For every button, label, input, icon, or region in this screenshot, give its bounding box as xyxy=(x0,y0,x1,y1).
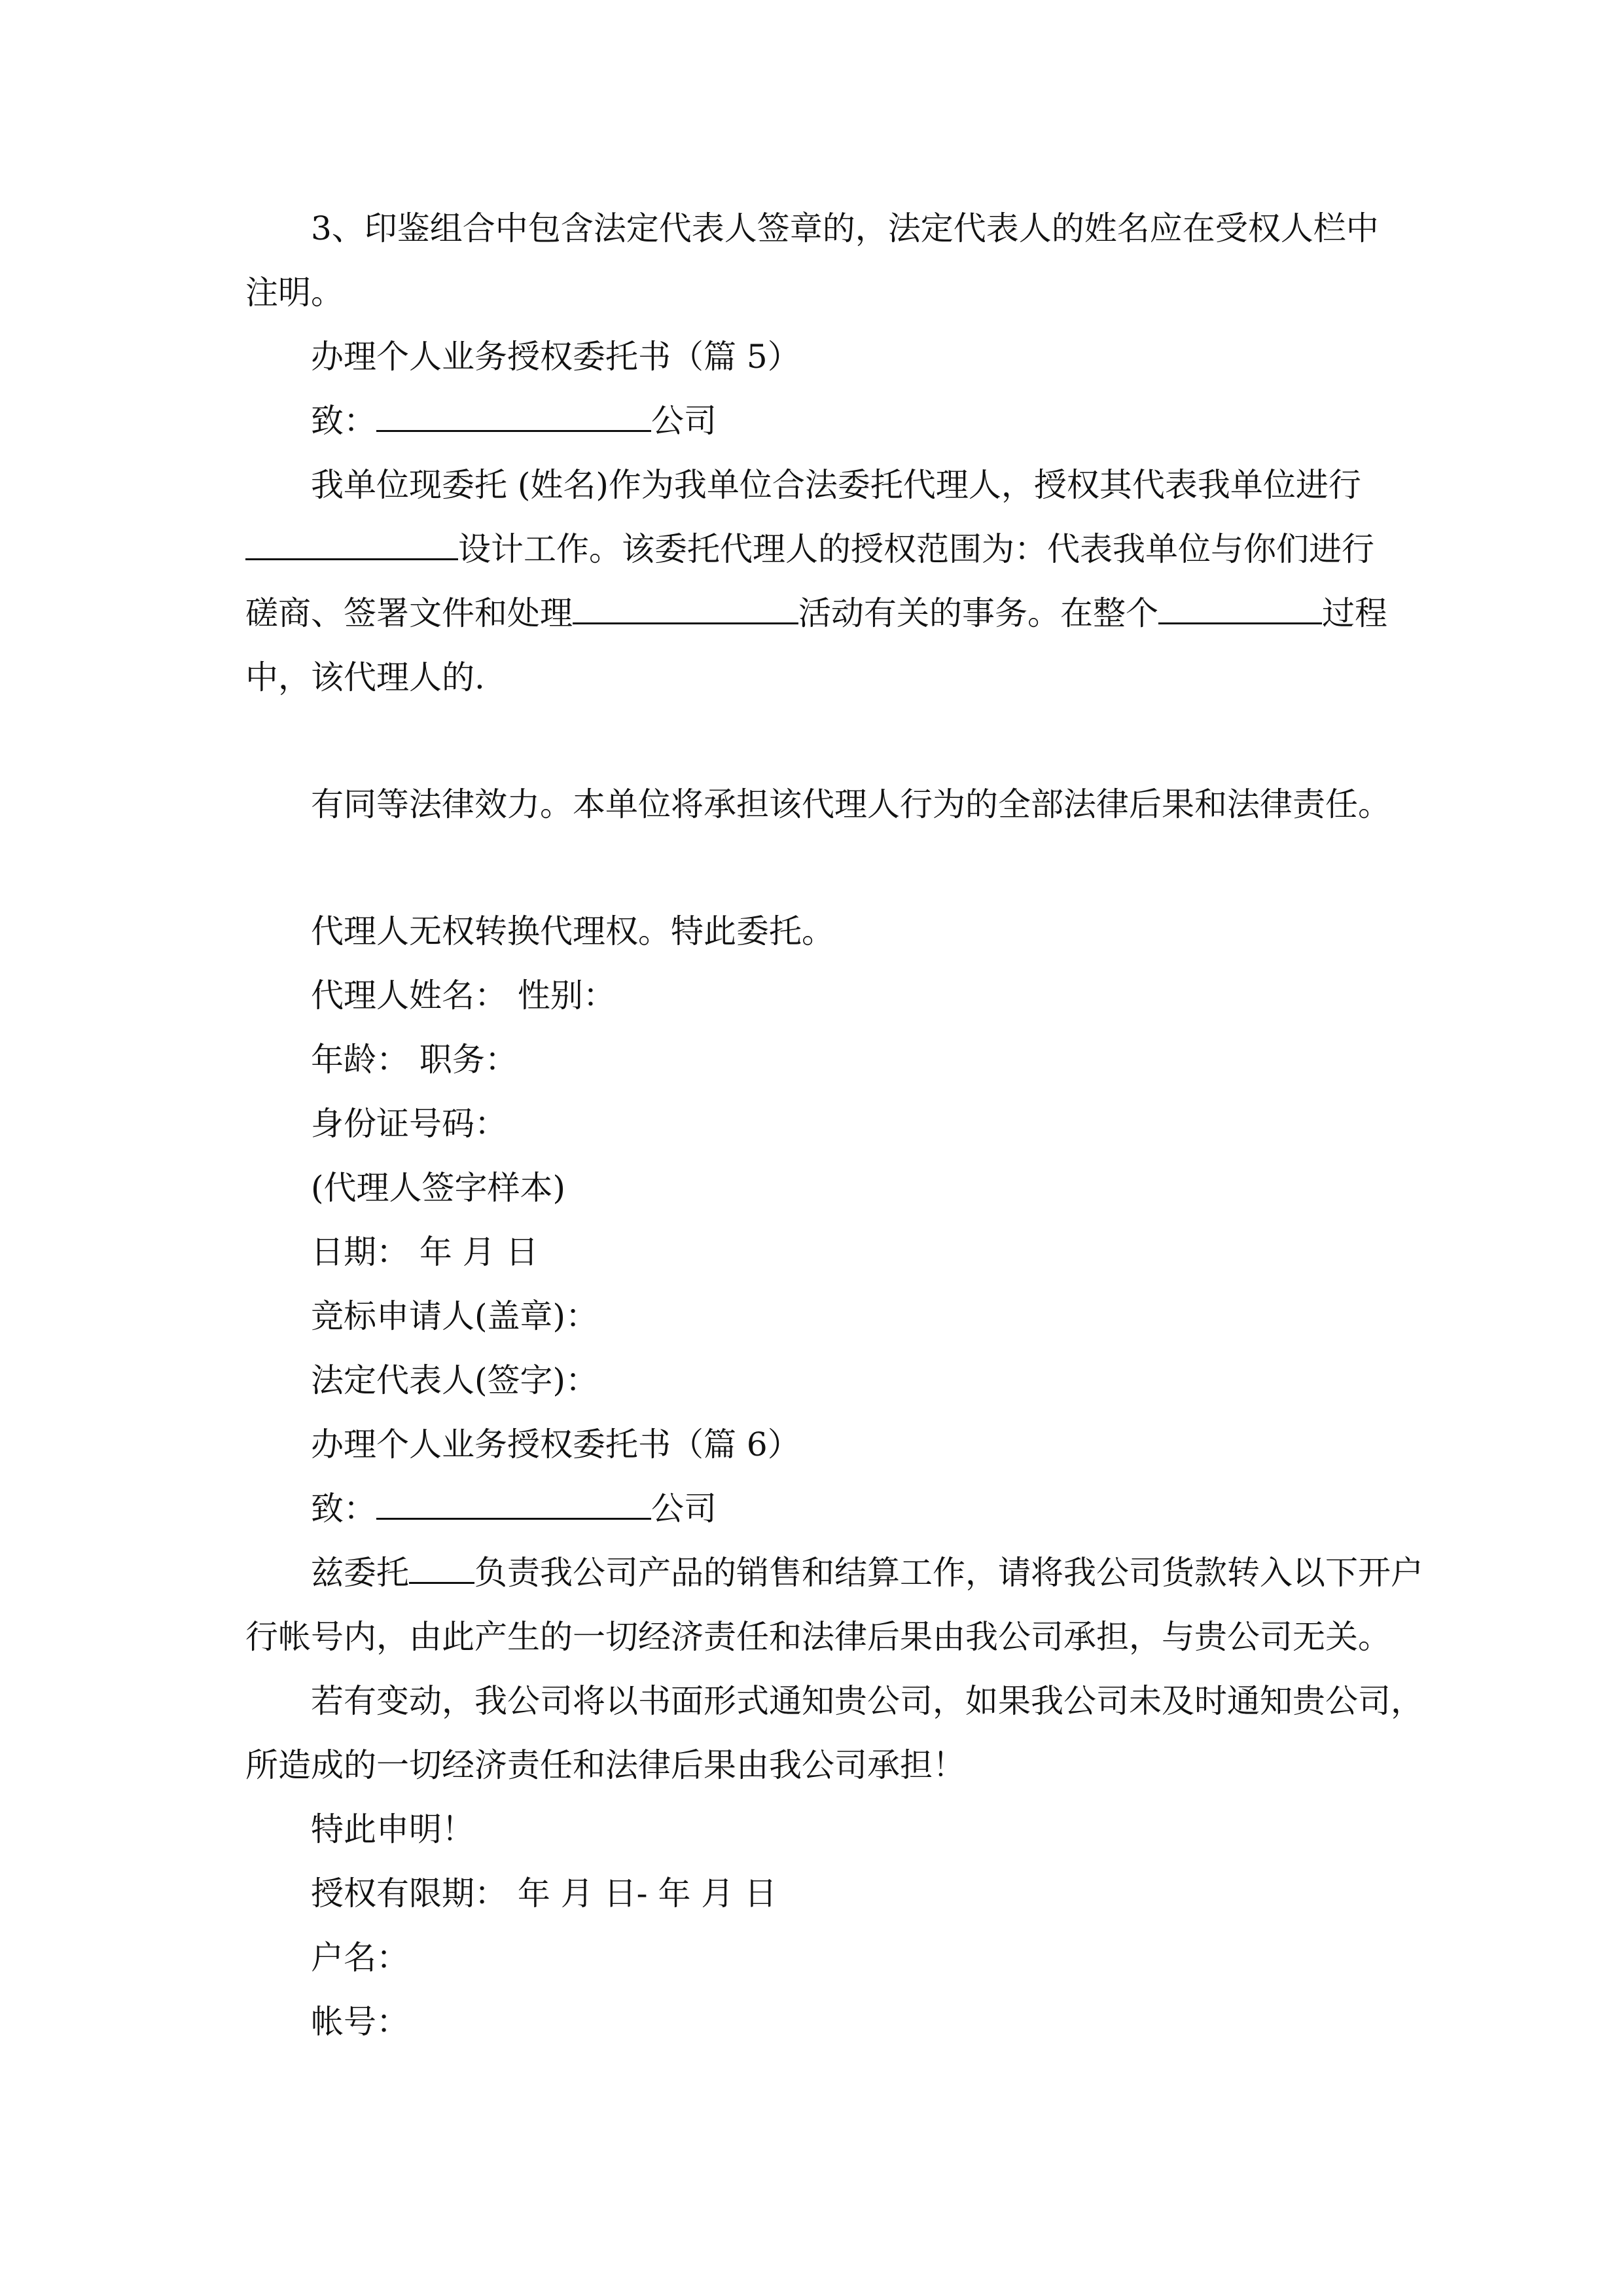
field-date: 日期： 年 月 日 xyxy=(311,1233,539,1271)
field-agent-name: 代理人姓名： 性别： xyxy=(311,977,616,1014)
paragraph-line: 特此申明！ xyxy=(311,1810,474,1848)
paragraph-line: 代理人无权转换代理权。特此委托。 xyxy=(311,912,834,950)
paragraph-line: 我单位现委托 (姓名)作为我单位合法委托代理人，授权其代表我单位进行 xyxy=(311,466,1361,504)
paragraph-text: 设计工作。该委托代理人的授权范围为：代表我单位与你们进行 xyxy=(458,530,1374,568)
field-sign-sample: (代理人签字样本) xyxy=(311,1169,566,1207)
addressee-line-6 xyxy=(311,1477,717,1541)
field-account-name: 户名： xyxy=(311,1939,409,1977)
paragraph-text: 负责我公司产品的销售和结算工作，请将我公司货款转入以下开户 xyxy=(474,1554,1423,1592)
company-blank xyxy=(376,393,651,432)
field-account-number: 帐号： xyxy=(311,2003,409,2041)
paragraph-text: 磋商、签署文件和处理 xyxy=(245,594,573,632)
paragraph-text: 过程 xyxy=(1322,594,1387,632)
section-title-6: 办理个人业务授权委托书（篇 6） xyxy=(311,1426,800,1463)
paragraph-line xyxy=(245,517,1374,581)
process-blank xyxy=(1158,586,1322,624)
field-legal-rep: 法定代表人(签字)： xyxy=(311,1361,599,1399)
paragraph-line xyxy=(311,1541,1423,1605)
addressee-suffix: 公司 xyxy=(651,402,717,440)
activity-blank xyxy=(573,586,798,624)
paragraph-line: 3、印鉴组合中包含法定代表人签章的，法定代表人的姓名应在受权人栏中 xyxy=(311,209,1379,247)
field-period: 授权有限期： 年 月 日- 年 月 日 xyxy=(311,1874,777,1912)
addressee-prefix: 致： xyxy=(311,1490,376,1528)
paragraph-line: 所造成的一切经济责任和法律后果由我公司承担！ xyxy=(245,1746,965,1784)
project-blank xyxy=(245,522,458,560)
paragraph-line: 若有变动，我公司将以书面形式通知贵公司，如果我公司未及时通知贵公司， xyxy=(311,1682,1423,1720)
paragraph-text: 活动有关的事务。在整个 xyxy=(798,594,1158,632)
addressee-suffix: 公司 xyxy=(651,1490,717,1528)
paragraph-line: 行帐号内，由此产生的一切经济责任和法律后果由我公司承担，与贵公司无关。 xyxy=(245,1618,1391,1656)
paragraph-line: 中，该代理人的. xyxy=(245,658,485,696)
paragraph-text: 兹委托 xyxy=(311,1554,409,1592)
field-age: 年龄： 职务： xyxy=(311,1041,518,1079)
company-blank xyxy=(376,1481,651,1520)
field-applicant: 竞标申请人(盖章)： xyxy=(311,1297,599,1335)
name-blank xyxy=(409,1545,474,1584)
addressee-line-5 xyxy=(311,389,717,453)
field-id-number: 身份证号码： xyxy=(311,1105,507,1143)
paragraph-line xyxy=(245,581,1387,645)
addressee-prefix: 致： xyxy=(311,402,376,440)
paragraph-line: 注明。 xyxy=(245,274,344,312)
section-title-5: 办理个人业务授权委托书（篇 5） xyxy=(311,338,800,376)
paragraph-line: 有同等法律效力。本单位将承担该代理人行为的全部法律后果和法律责任。 xyxy=(311,785,1391,823)
